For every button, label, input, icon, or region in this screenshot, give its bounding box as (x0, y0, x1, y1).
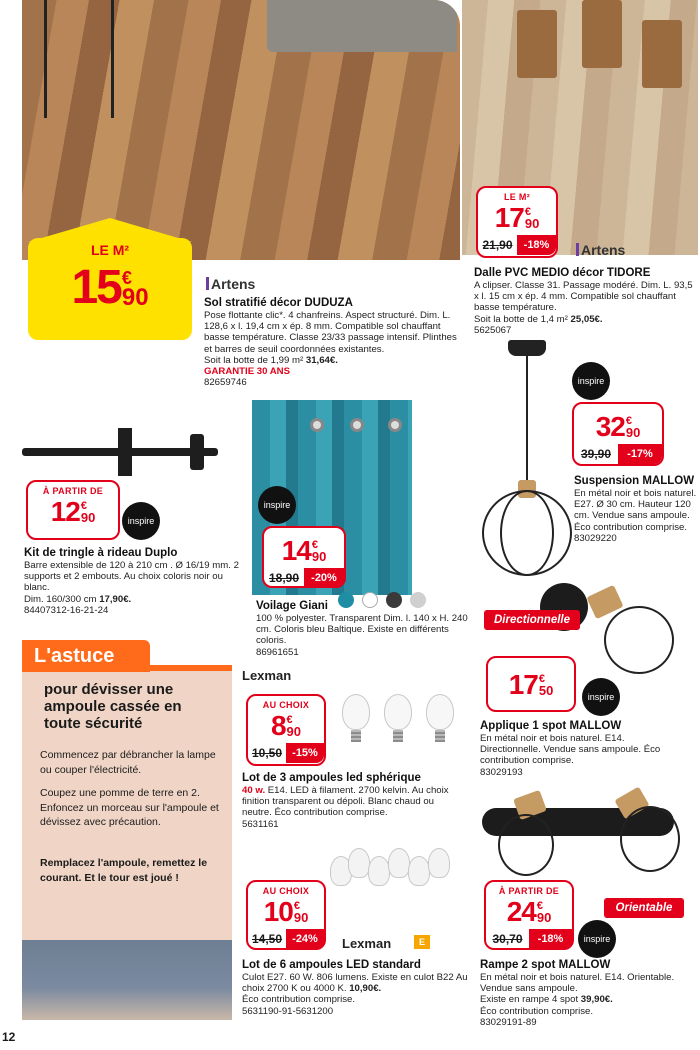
led-bulb (428, 848, 450, 878)
product-title: Lot de 6 ampoules LED standard (242, 959, 421, 971)
inspire-logo: inspire (582, 678, 620, 716)
lamp-cage (604, 606, 674, 674)
rug (267, 0, 457, 52)
price-int: 12 (50, 496, 80, 527)
lamp-cage (620, 806, 680, 872)
product-desc: En métal noir et bois naturel. E27. Ø 30 cm. Hauteur 120 cm. Vendue sans ampoule. Éco contribution comprise. 83029220 (574, 488, 697, 544)
price-cents: 90 (121, 284, 149, 311)
rod-bracket (118, 428, 132, 476)
filament-bulb (384, 694, 412, 730)
product-desc: Barre extensible de 120 à 210 cm . Ø 16/19 mm. 2 supports et 2 embouts. Au choix coloris noir ou blanc. Dim. 160/300 cm 17,90€. 84407312-16-21-24 (24, 560, 239, 616)
product-ref: 5625067 (474, 324, 512, 336)
side-table (44, 0, 114, 118)
product-ref: 5631161 (242, 818, 279, 830)
price-label: LE M² (504, 192, 530, 202)
discount: -17% (618, 444, 662, 464)
dalle-price-badge: LE M² 17 € 90 21,90 -18% (476, 186, 558, 258)
discount: -15% (286, 743, 324, 763)
product-title: Voilage Giani (256, 600, 328, 612)
sol-price-badge (28, 238, 192, 340)
stool (517, 10, 557, 78)
old-price: 30,70 (492, 932, 523, 946)
product-desc: En métal noir et bois naturel. E14. Orientable. Vendue sans ampoule. Existe en rampe 4 spot 39,90€. Éco contribution comprise. 83029191-89 (480, 972, 675, 1028)
astuce-title: L'astuce (22, 640, 150, 672)
bulb-base (351, 730, 361, 742)
lamp-canopy (508, 340, 546, 356)
ampoules6-product-info (242, 958, 472, 1017)
astuce-heading: pour dévisser une ampoule cassée en toute sécurité (44, 681, 182, 732)
stool (642, 20, 682, 88)
dalle-product-info (474, 266, 696, 336)
bulb-base (393, 730, 403, 742)
product-ref: 83029193 (480, 766, 523, 778)
price-label: LE M² (90, 242, 130, 258)
led-bulb (348, 848, 370, 878)
price-label: AU CHOIX (262, 886, 310, 896)
led-bulb (388, 848, 410, 878)
product-title: Lot de 3 ampoules led sphérique (242, 772, 421, 784)
lexman-logo: Lexman (342, 936, 392, 951)
tringle-product-info (24, 546, 246, 616)
hand-bulb-photo (22, 940, 232, 1020)
old-price: 14,50 (251, 932, 283, 946)
product-desc: 100 % polyester. Transparent Dim. l. 140 x H. 240 cm. Coloris bleu Baltique. Existe en différents coloris. 86961651 (256, 613, 468, 658)
price-int: 17 (508, 669, 538, 700)
product-desc: En métal noir et bois naturel. E14. Directionnelle. Vendue sans ampoule. Éco contribution comprise. 83029193 (480, 733, 661, 778)
product-desc: 40 w. E14. LED à filament. 2700 kelvin. Au choix finition transparent ou dépoli. Blanc chaud ou neutre. Éco contribution comprise. 5631161 (242, 785, 449, 830)
applique-product-info (480, 719, 680, 778)
product-desc: Culot E27. 60 W. 806 lumens. Existe en culot B22 Au choix 2700 K ou 4000 K. 10,90€. Éco contribution comprise. 5631190-91-5631200 (242, 972, 468, 1017)
rampe-price-badge: À PARTIR DE 24 € 90 30,70 -18% (484, 880, 574, 950)
sol-product-info (204, 296, 462, 388)
product-title: Kit de tringle à rideau Duplo (24, 547, 178, 559)
old-price: 18,90 (268, 571, 300, 585)
ampoules3-price-badge: AU CHOIX 8 € 90 10,50 -15% (246, 694, 326, 766)
price-int: 17 (494, 202, 524, 233)
lamp-cage-inner (500, 490, 554, 576)
inspire-logo: inspire (122, 502, 160, 540)
discount: -18% (529, 929, 572, 949)
lamp-cord (526, 355, 528, 485)
discount: -24% (286, 929, 324, 949)
energy-label: E (414, 935, 430, 949)
lexman-logo: Lexman (242, 668, 292, 683)
price-int: 24 (506, 896, 536, 927)
astuce-step-2: Coupez une pomme de terre en 2. Enfoncez un morceau sur l'ampoule et dévissez avec précaution. (40, 787, 219, 828)
filament-bulb (426, 694, 454, 730)
old-price: 10,50 (251, 746, 283, 760)
discount: -20% (304, 568, 344, 588)
astuce-step-3: Remplacez l'ampoule, remettez le courant. Et le tour est joué ! (40, 857, 208, 884)
product-ref: 86961651 (256, 646, 299, 658)
orientable-tag: Orientable (604, 898, 684, 918)
price (28, 260, 192, 316)
inspire-logo: inspire (258, 486, 296, 524)
artens-logo: Artens (206, 276, 255, 292)
astuce-step-1: Commencez par débrancher la lampe ou couper l'électricité. (40, 749, 216, 776)
product-title: Dalle PVC MEDIO décor TIDORE (474, 267, 651, 279)
curtain-ring (388, 418, 402, 432)
ampoules3-product-info (242, 771, 464, 830)
stool (582, 0, 622, 68)
directionnelle-tag: Directionnelle (484, 610, 580, 630)
rod-end (190, 434, 204, 470)
product-ref: 82659746 (204, 377, 247, 389)
price-int: 32 (595, 411, 625, 442)
curtain-ring (350, 418, 364, 432)
rampe-product-info (480, 958, 694, 1028)
price-euro: € (121, 268, 132, 288)
curtain-ring (310, 418, 324, 432)
ampoules6-price-badge: AU CHOIX 10 € 90 14,50 -24% (246, 880, 326, 950)
suspension-product-info (574, 474, 698, 544)
led-bulb (368, 856, 390, 886)
price-label: AU CHOIX (262, 700, 310, 710)
product-desc: Pose flottante clic*. 4 chanfreins. Aspect structuré. Dim. L. 128,6 x l. 19,4 cm x ép. 8 mm. Compatible sol chauffant basse température. Classe 23/33 passage intensif. Plinthes et barres de seuil coordonnées existantes. Soit la botte de 1,99 m² 31,64€. GARANTIE 30 ANS 82659746 (204, 310, 457, 389)
old-price: 39,90 (580, 447, 612, 461)
filament-bulb (342, 694, 370, 730)
tringle-price-badge: À PARTIR DE 12 € 90 (26, 480, 120, 540)
suspension-price-badge: 32 € 90 39,90 -17% (572, 402, 664, 466)
price-int: 15 (71, 261, 121, 314)
discount: -18% (517, 235, 556, 255)
page-number: 12 (2, 1030, 16, 1044)
guarantee: GARANTIE 30 ANS (204, 366, 291, 378)
price-label: À PARTIR DE (42, 486, 104, 496)
product-ref: 83029220 (574, 532, 617, 544)
inspire-logo: inspire (578, 920, 616, 958)
applique-price-badge: 17 € 50 (486, 656, 576, 712)
product-title: Suspension MALLOW (574, 475, 695, 487)
price-label: À PARTIR DE (498, 886, 560, 896)
price-int: 10 (263, 896, 293, 927)
product-title: Rampe 2 spot MALLOW (480, 959, 611, 971)
product-ref: 83029191-89 (480, 1016, 537, 1028)
price-int: 8 (270, 710, 286, 741)
artens-logo: Artens (576, 242, 625, 258)
voilage-price-badge: 14 € 90 18,90 -20% (262, 526, 346, 588)
voilage-product-info (256, 599, 468, 658)
product-desc: A clipser. Classe 31. Passage modéré. Dim. L. 93,5 x l. 15 cm x ép. 4 mm. Compatible sol chauffant basse température. Soit la botte de 1,4 m² 25,05€. 5625067 (474, 280, 693, 336)
product-ref: 84407312-16-21-24 (24, 604, 109, 616)
lamp-cage (498, 814, 554, 876)
product-title: Sol stratifié décor DUDUZA (204, 297, 353, 309)
price-int: 14 (281, 535, 311, 566)
product-title: Applique 1 spot MALLOW (480, 720, 622, 732)
old-price: 21,90 (482, 238, 513, 252)
bulb-base (435, 730, 445, 742)
product-ref: 5631190-91-5631200 (242, 1005, 334, 1017)
inspire-logo: inspire (572, 362, 610, 400)
led-bulb (408, 856, 430, 886)
